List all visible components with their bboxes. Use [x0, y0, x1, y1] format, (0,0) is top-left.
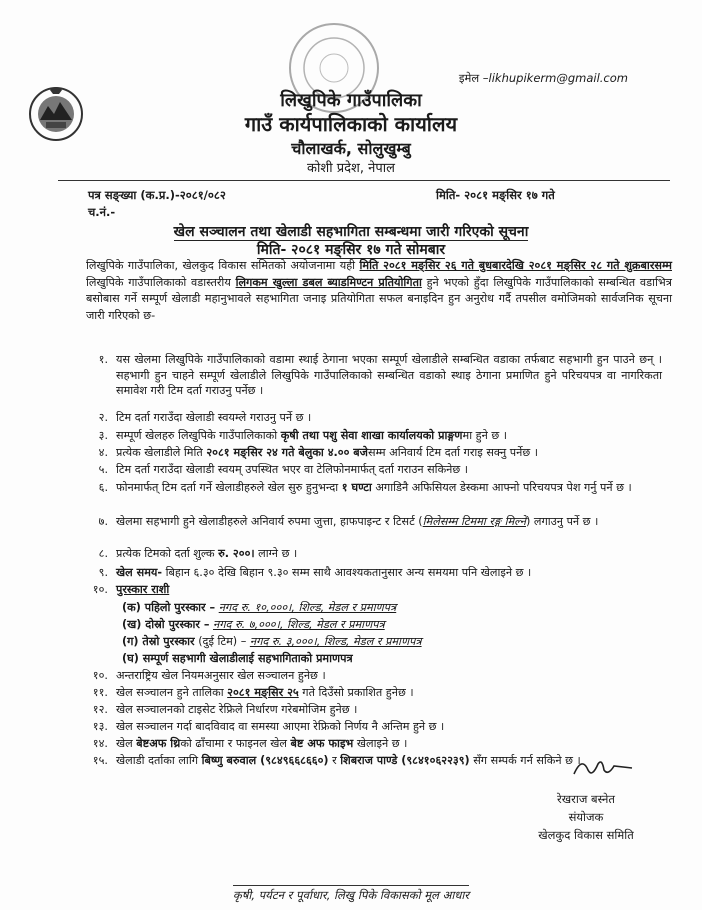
item-number: १३.: [92, 720, 108, 733]
office-location: चौलाखर्क, सोलुखुम्बु: [291, 139, 411, 158]
item-text: खेलाडी दर्ताका लागि बिष्णु बरुवाल (९८४९६६८६६०) र शिबराज पाण्डे (९८४१०६२२३९) सँग सम्पर्क गर्न सकिने छ ।: [116, 754, 581, 767]
item-number: १०.: [92, 583, 108, 596]
intro-text-1: लिखुपिके गाउँपालिका, खेलकुद विकास समितको अयोजनामा यही: [86, 259, 356, 272]
municipality-name: लिखुपिके गाउँपालिका: [280, 90, 422, 111]
item-number: ५.: [98, 463, 108, 476]
item-number: ७.: [98, 515, 108, 528]
office-name: गाउँ कार्यपालिकाको कार्यालय: [244, 112, 458, 136]
signatory-role: संयोजक: [568, 810, 604, 824]
item-number: ६.: [98, 481, 108, 494]
prize-first: (क) पहिलो पुरस्कार – नगद रु. १०,०००।, शिल्ड, मेडल र प्रमाणपत्र: [122, 601, 397, 614]
item-text: खेल सञ्चालनको टाइसेट रेफ्रिले निर्धारण गरेबमोजिम हुनेछ ।: [116, 703, 358, 716]
item-number: ८.: [98, 547, 108, 560]
item-text: खेलमा सहभागी हुने खेलाडीहरुले अनिवार्य रुपमा जुत्ता, हाफपाइन्ट र टिसर्ट (मिलेसम्म टिममा रङ्ग मिल्ने) लगाउनु पर्ने छ ।: [116, 515, 599, 528]
item-number: ११.: [92, 686, 108, 699]
item-text: फोनमार्फत् टिम दर्ता गर्ने खेलाडीहरुले खेल सुरु हुनुभन्दा १ घण्टा अगाडिनै अफिसियल डेस्कमा आफ्नो परिचयपत्र पेश गर्नु पर्ने छ ।: [116, 481, 632, 494]
handwritten-signature-icon: [568, 752, 638, 784]
item-number: ९.: [98, 566, 108, 579]
footer-slogan: [0, 888, 702, 903]
item-text: खेल सञ्चालन हुने तालिका २०८१ मङ्सिर २५ गते दिउँसो प्रकाशित हुनेछ ।: [116, 686, 414, 699]
prize-participation: (घ) सम्पूर्ण सहभागी खेलाडीलाई सहभागिताको प्रमाणपत्र: [122, 652, 353, 665]
email-line: [459, 71, 628, 86]
reference-number: पत्र सङ्ख्या (क.प्र.)-२०८१/०८२: [88, 188, 226, 202]
item-number: १२.: [92, 703, 108, 716]
notice-title-text: खेल सञ्चालन तथा खेलाडी सहभागिता सम्बन्धमा जारी गरिएको सूचना: [173, 224, 529, 240]
intro-event-name: लिगकम खुल्ला डबल ब्याडमिण्टन प्रतियोगिता: [235, 275, 422, 289]
dispatch-number: च.नं.-: [88, 205, 116, 219]
item-text: सम्पूर्ण खेलहरु लिखुपिके गाउँपालिकाको कृषी तथा पशु सेवा शाखा कार्यालयको प्राङ्गणमा हुने छ ।: [116, 429, 508, 442]
item-text: प्रत्येक खेलाडीले मिति २०८१ मङ्सिर २४ गते बेलुका ४.०० बजेसम्म अनिवार्य टिम दर्ता गराइ सक्नु पर्नेछ ।: [116, 446, 539, 459]
item-text: खेल सञ्चालन गर्दा बादविवाद वा समस्या आएमा रेफ्रिको निर्णय नै अन्तिम हुने छ ।: [116, 720, 445, 733]
intro-event-dates: मिति २०८१ मङ्सिर २६ गते बुधबारदेखि २०८१ मङ्सिर २८ गते शुक्रबारसम्म: [359, 259, 672, 272]
notice-title: [0, 222, 702, 241]
intro-text-3: हुने भएको हुँदा लिखुपिके गाउँपालिकाको सम्बन्धित वडाभित्र बसोबास गर्ने सम्पूर्ण खेलाडी महानुभावले सहभागिता जनाइ प्रतियोगिता सफल बनाइदिन हुन अनुरोध गर्दै तपसील वमोजिमको सार्वजनिक सूचना जारी गरिएको छ-: [86, 275, 672, 322]
email-label: इमेल –: [458, 71, 489, 85]
header-divider: [58, 180, 670, 181]
item-text: टिम दर्ता गराउँदा खेलाडी स्वयम् उपस्थित भएर वा टेलिफोनमार्फत् दर्ता गराउन सकिनेछ ।: [116, 463, 469, 476]
item-number: १.: [98, 353, 108, 366]
letter-date: मिति- २०८१ मङ्सिर १७ गते: [436, 188, 555, 202]
item-number: ३.: [98, 429, 108, 442]
signatory-name: रेखराज बस्नेत: [557, 792, 615, 806]
footer-text: कृषी, पर्यटन र पूर्वाधार, लिखु पिके विकासको मूल आधार: [233, 885, 469, 902]
prize-second: (ख) दोस्रो पुरस्कार – नगद रु. ७,०००।, शिल्ड, मेडल र प्रमाणपत्र: [122, 618, 385, 631]
item-text: प्रत्येक टिमको दर्ता शुल्क रु. २००। लाग्ने छ ।: [116, 547, 298, 560]
notice-date-line: [0, 240, 702, 259]
signatory-org: खेलकुद विकास समिति: [538, 828, 634, 842]
notice-date-text: मिति- २०८१ मङ्सिर १७ गते सोमबार: [256, 242, 446, 258]
item-text: यस खेलमा लिखुपिके गाउँपालिकाको वडामा स्थाई ठेगाना भएका सम्पूर्ण खेलाडीले सम्बन्धित वडाका तर्फबाट सहभागी हुन पाउने छन् । सहभागी हुन चाहने सम्पूर्ण खेलाडीले लिखुपिके गाउँपालिकाको सम्बन्धित वडाको स्थाइ ठेगाना प्रमाणित हुने परिचयपत्र वा नागरिकता समावेश गरी टिम दर्ता गराउनु पर्नेछ ।: [116, 353, 662, 397]
prize-third: (ग) तेस्रो पुरस्कार (दुई टिम) – नगद रु. ३,०००।, शिल्ड, मेडल र प्रमाणपत्र: [122, 635, 422, 648]
intro-paragraph: [86, 258, 672, 324]
item-number: ४.: [98, 446, 108, 459]
prize-heading: पुरस्कार राशी: [116, 583, 170, 596]
item-text: टिम दर्ता गराउँदा खेलाडी स्वयम्ले गराउनु पर्ने छ ।: [116, 411, 312, 424]
item-number: १०.: [92, 669, 108, 682]
item-text: अन्तराष्ट्रिय खेल नियमअनुसार खेल सञ्चालन हुनेछ ।: [116, 669, 326, 682]
province-line: कोशी प्रदेश, नेपाल: [307, 161, 395, 176]
item-text: खेल बेष्टअफ थ्रिको ढाँचामा र फाइनल खेल बेष्ट अफ फाइभ खेलाइने छ ।: [116, 737, 408, 750]
item-number: २.: [98, 411, 108, 424]
item-number: १५.: [92, 754, 108, 767]
list-item: [88, 352, 672, 414]
item-text: खेल समय- बिहान ६.३० देखि बिहान ९.३० सम्म साथै आवश्यकतानुसार अन्य समयमा पनि खेलाइने छ ।: [116, 566, 532, 579]
email-address[interactable]: likhupikerm@gmail.com: [488, 71, 628, 85]
item-number: १४.: [92, 737, 108, 750]
intro-text-2: लिखुपिके गाउँपालिकाको वडास्तरीय: [86, 275, 231, 289]
